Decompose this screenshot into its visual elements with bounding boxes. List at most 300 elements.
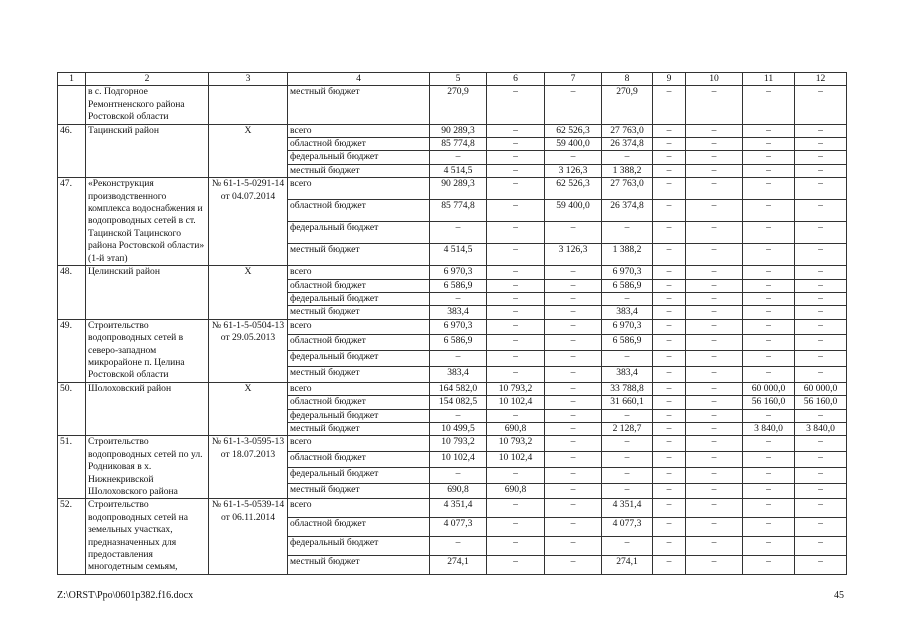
amount-cell: – — [795, 452, 847, 468]
amount-cell: 31 660,1 — [602, 396, 653, 409]
amount-cell: – — [545, 292, 602, 305]
column-number-cell: 3 — [209, 73, 288, 86]
amount-cell: – — [743, 222, 795, 244]
amount-cell: – — [795, 467, 847, 483]
amount-cell: – — [743, 266, 795, 279]
amount-cell: 10 793,2 — [430, 436, 487, 452]
amount-cell: 690,8 — [487, 483, 545, 499]
amount-cell: – — [487, 292, 545, 305]
funding-source-cell: местный бюджет — [288, 244, 430, 266]
amount-cell: – — [653, 436, 686, 452]
amount-cell: – — [743, 499, 795, 518]
amount-cell: – — [487, 164, 545, 177]
amount-cell: 10 499,5 — [430, 422, 487, 435]
object-name-cell: Тацинский район — [86, 124, 209, 178]
amount-cell: – — [430, 467, 487, 483]
amount-cell: – — [653, 483, 686, 499]
amount-cell: – — [487, 518, 545, 537]
column-number-cell: 7 — [545, 73, 602, 86]
amount-cell: 274,1 — [602, 555, 653, 574]
amount-cell: – — [795, 351, 847, 367]
amount-cell: 27 763,0 — [602, 124, 653, 137]
amount-cell: – — [487, 86, 545, 124]
amount-cell: – — [545, 335, 602, 351]
amount-cell: – — [743, 436, 795, 452]
column-number-cell: 8 — [602, 73, 653, 86]
amount-cell: – — [686, 518, 743, 537]
amount-cell: – — [686, 499, 743, 518]
amount-cell: – — [545, 366, 602, 382]
object-name-cell: Строительство водопроводных сетей на земельных участках, предназначенных для предоставления многодетным семьям, — [86, 499, 209, 574]
amount-cell: – — [545, 483, 602, 499]
amount-cell: – — [487, 409, 545, 422]
amount-cell: – — [653, 164, 686, 177]
column-number-cell: 12 — [795, 73, 847, 86]
row-number-cell: 51. — [58, 436, 86, 499]
amount-cell: 6 970,3 — [430, 319, 487, 335]
amount-cell: 6 970,3 — [602, 266, 653, 279]
amount-cell: – — [487, 266, 545, 279]
object-name-cell: «Реконструкция производственного комплекса водоснабжения и водопроводных сетей в ст. Тацинской Тацинского района Ростовской области» (1-й этап) — [86, 178, 209, 266]
table-row — [58, 266, 847, 279]
amount-cell: – — [487, 222, 545, 244]
funding-source-cell: всего — [288, 124, 430, 137]
funding-source-cell: всего — [288, 436, 430, 452]
amount-cell: – — [487, 537, 545, 556]
amount-cell: – — [487, 178, 545, 200]
table-row — [58, 86, 847, 124]
amount-cell: 60 000,0 — [743, 382, 795, 395]
amount-cell: – — [653, 366, 686, 382]
object-name-cell: Шолоховский район — [86, 382, 209, 436]
amount-cell: 4 514,5 — [430, 164, 487, 177]
amount-cell: – — [602, 537, 653, 556]
object-name-cell: Целинский район — [86, 266, 209, 320]
amount-cell: – — [487, 499, 545, 518]
amount-cell: – — [487, 151, 545, 164]
amount-cell: – — [795, 279, 847, 292]
amount-cell: 4 514,5 — [430, 244, 487, 266]
amount-cell: – — [686, 555, 743, 574]
amount-cell: 59 400,0 — [545, 200, 602, 222]
amount-cell: – — [743, 279, 795, 292]
amount-cell: – — [545, 518, 602, 537]
amount-cell: – — [653, 222, 686, 244]
amount-cell: – — [430, 409, 487, 422]
funding-source-cell: областной бюджет — [288, 138, 430, 151]
amount-cell: 10 793,2 — [487, 382, 545, 395]
amount-cell: – — [743, 537, 795, 556]
funding-source-cell: областной бюджет — [288, 200, 430, 222]
row-number-cell — [58, 86, 86, 124]
expertise-code-cell — [209, 86, 288, 124]
funding-source-cell: федеральный бюджет — [288, 222, 430, 244]
column-number-cell: 11 — [743, 73, 795, 86]
amount-cell: 33 788,8 — [602, 382, 653, 395]
amount-cell: – — [743, 124, 795, 137]
amount-cell: – — [487, 555, 545, 574]
amount-cell: 62 526,3 — [545, 178, 602, 200]
amount-cell: 56 160,0 — [743, 396, 795, 409]
amount-cell: 85 774,8 — [430, 138, 487, 151]
amount-cell: 10 102,4 — [487, 452, 545, 468]
amount-cell: – — [743, 452, 795, 468]
amount-cell: 4 351,4 — [430, 499, 487, 518]
amount-cell: 62 526,3 — [545, 124, 602, 137]
footer-page-number: 45 — [834, 590, 844, 601]
amount-cell: – — [743, 409, 795, 422]
amount-cell: – — [795, 306, 847, 319]
amount-cell: – — [686, 467, 743, 483]
amount-cell: – — [743, 335, 795, 351]
amount-cell: – — [686, 151, 743, 164]
amount-cell: 274,1 — [430, 555, 487, 574]
amount-cell: – — [602, 351, 653, 367]
amount-cell: – — [545, 279, 602, 292]
row-number-cell: 47. — [58, 178, 86, 266]
amount-cell: – — [795, 164, 847, 177]
amount-cell: – — [653, 518, 686, 537]
amount-cell: 10 102,4 — [487, 396, 545, 409]
amount-cell: – — [653, 396, 686, 409]
amount-cell: – — [602, 222, 653, 244]
amount-cell: – — [545, 436, 602, 452]
amount-cell: – — [653, 452, 686, 468]
amount-cell: 270,9 — [602, 86, 653, 124]
amount-cell: – — [686, 483, 743, 499]
amount-cell: 4 351,4 — [602, 499, 653, 518]
amount-cell: – — [545, 555, 602, 574]
amount-cell: – — [545, 422, 602, 435]
funding-source-cell: областной бюджет — [288, 452, 430, 468]
amount-cell: – — [795, 555, 847, 574]
column-number-cell: 2 — [86, 73, 209, 86]
amount-cell: 10 793,2 — [487, 436, 545, 452]
amount-cell: – — [545, 382, 602, 395]
funding-source-cell: местный бюджет — [288, 422, 430, 435]
amount-cell: – — [430, 151, 487, 164]
amount-cell: – — [653, 178, 686, 200]
expertise-code-cell: № 61-1-3-0595-13 от 18.07.2013 — [209, 436, 288, 499]
amount-cell: – — [686, 452, 743, 468]
amount-cell: – — [743, 164, 795, 177]
funding-source-cell: федеральный бюджет — [288, 537, 430, 556]
amount-cell: – — [686, 319, 743, 335]
funding-source-cell: местный бюджет — [288, 86, 430, 124]
expertise-code-cell: № 61-1-5-0291-14 от 04.07.2014 — [209, 178, 288, 266]
amount-cell: – — [653, 138, 686, 151]
funding-source-cell: областной бюджет — [288, 279, 430, 292]
amount-cell: – — [487, 335, 545, 351]
amount-cell: – — [795, 537, 847, 556]
amount-cell: – — [487, 467, 545, 483]
amount-cell: – — [686, 382, 743, 395]
amount-cell: 1 388,2 — [602, 244, 653, 266]
amount-cell: – — [743, 178, 795, 200]
amount-cell: – — [743, 555, 795, 574]
amount-cell: – — [795, 499, 847, 518]
amount-cell: – — [743, 467, 795, 483]
amount-cell: – — [653, 306, 686, 319]
amount-cell: 90 289,3 — [430, 178, 487, 200]
amount-cell: – — [686, 306, 743, 319]
column-number-cell: 1 — [58, 73, 86, 86]
funding-source-cell: местный бюджет — [288, 366, 430, 382]
amount-cell: – — [653, 319, 686, 335]
amount-cell: – — [653, 409, 686, 422]
amount-cell: 56 160,0 — [795, 396, 847, 409]
amount-cell: – — [795, 222, 847, 244]
amount-cell: – — [743, 351, 795, 367]
amount-cell: – — [430, 537, 487, 556]
funding-source-cell: местный бюджет — [288, 306, 430, 319]
amount-cell: – — [686, 266, 743, 279]
amount-cell: 270,9 — [430, 86, 487, 124]
amount-cell: – — [686, 422, 743, 435]
amount-cell: – — [686, 178, 743, 200]
amount-cell: – — [795, 151, 847, 164]
funding-source-cell: областной бюджет — [288, 396, 430, 409]
amount-cell: – — [686, 537, 743, 556]
amount-cell: – — [653, 351, 686, 367]
amount-cell: – — [545, 351, 602, 367]
amount-cell: – — [545, 319, 602, 335]
amount-cell: – — [743, 200, 795, 222]
amount-cell: – — [653, 86, 686, 124]
amount-cell: – — [602, 483, 653, 499]
table-row — [58, 499, 847, 518]
amount-cell: – — [545, 306, 602, 319]
expertise-code-cell: X — [209, 124, 288, 178]
amount-cell: – — [545, 86, 602, 124]
amount-cell: – — [686, 244, 743, 266]
amount-cell: – — [545, 266, 602, 279]
table-row — [58, 319, 847, 335]
amount-cell: – — [653, 467, 686, 483]
amount-cell: – — [795, 292, 847, 305]
column-number-cell: 6 — [487, 73, 545, 86]
amount-cell: – — [653, 555, 686, 574]
amount-cell: – — [487, 124, 545, 137]
amount-cell: – — [430, 292, 487, 305]
object-name-cell: Строительство водопроводных сетей по ул. Родниковая в х. Нижнекривской Шолоховского района — [86, 436, 209, 499]
amount-cell: 26 374,8 — [602, 138, 653, 151]
amount-cell: – — [653, 244, 686, 266]
column-number-cell: 9 — [653, 73, 686, 86]
amount-cell: – — [653, 151, 686, 164]
amount-cell: 690,8 — [430, 483, 487, 499]
amount-cell: 164 582,0 — [430, 382, 487, 395]
expertise-code-cell: X — [209, 382, 288, 436]
amount-cell: – — [743, 518, 795, 537]
amount-cell: – — [602, 452, 653, 468]
amount-cell: – — [653, 335, 686, 351]
amount-cell: 6 586,9 — [602, 279, 653, 292]
amount-cell: – — [743, 319, 795, 335]
amount-cell: 3 840,0 — [795, 422, 847, 435]
funding-source-cell: местный бюджет — [288, 555, 430, 574]
funding-source-cell: федеральный бюджет — [288, 467, 430, 483]
amount-cell: – — [653, 124, 686, 137]
amount-cell: – — [686, 351, 743, 367]
amount-cell: 4 077,3 — [430, 518, 487, 537]
amount-cell: – — [487, 244, 545, 266]
amount-cell: 4 077,3 — [602, 518, 653, 537]
column-number-cell: 4 — [288, 73, 430, 86]
table-row — [58, 124, 847, 137]
amount-cell: 6 970,3 — [430, 266, 487, 279]
amount-cell: – — [795, 244, 847, 266]
amount-cell: – — [686, 164, 743, 177]
amount-cell: – — [743, 306, 795, 319]
amount-cell: 6 586,9 — [430, 279, 487, 292]
funding-source-cell: областной бюджет — [288, 518, 430, 537]
amount-cell: – — [545, 151, 602, 164]
amount-cell: – — [653, 382, 686, 395]
amount-cell: – — [602, 409, 653, 422]
funding-source-cell: федеральный бюджет — [288, 151, 430, 164]
amount-cell: – — [653, 266, 686, 279]
amount-cell: 383,4 — [602, 306, 653, 319]
amount-cell: – — [487, 138, 545, 151]
amount-cell: – — [686, 222, 743, 244]
amount-cell: 3 840,0 — [743, 422, 795, 435]
amount-cell: – — [686, 436, 743, 452]
amount-cell: – — [743, 86, 795, 124]
row-number-cell: 50. — [58, 382, 86, 436]
amount-cell: – — [743, 244, 795, 266]
amount-cell: – — [795, 366, 847, 382]
amount-cell: – — [545, 409, 602, 422]
funding-source-cell: федеральный бюджет — [288, 409, 430, 422]
amount-cell: – — [743, 138, 795, 151]
amount-cell: – — [545, 396, 602, 409]
table-row — [58, 178, 847, 200]
amount-cell: 154 082,5 — [430, 396, 487, 409]
amount-cell: 27 763,0 — [602, 178, 653, 200]
amount-cell: – — [487, 366, 545, 382]
amount-cell: – — [653, 499, 686, 518]
amount-cell: 59 400,0 — [545, 138, 602, 151]
amount-cell: – — [795, 483, 847, 499]
amount-cell: 3 126,3 — [545, 164, 602, 177]
amount-cell: 10 102,4 — [430, 452, 487, 468]
amount-cell: – — [602, 436, 653, 452]
funding-source-cell: всего — [288, 319, 430, 335]
table-row — [58, 382, 847, 395]
row-number-cell: 49. — [58, 319, 86, 382]
amount-cell: 85 774,8 — [430, 200, 487, 222]
amount-cell: – — [487, 200, 545, 222]
amount-cell: – — [686, 366, 743, 382]
amount-cell: – — [653, 200, 686, 222]
amount-cell: – — [653, 537, 686, 556]
amount-cell: – — [686, 409, 743, 422]
amount-cell: – — [686, 396, 743, 409]
amount-cell: – — [686, 292, 743, 305]
amount-cell: – — [686, 279, 743, 292]
column-number-cell: 5 — [430, 73, 487, 86]
amount-cell: – — [743, 151, 795, 164]
funding-source-cell: всего — [288, 499, 430, 518]
amount-cell: – — [545, 499, 602, 518]
amount-cell: – — [795, 138, 847, 151]
amount-cell: – — [545, 537, 602, 556]
amount-cell: – — [602, 292, 653, 305]
amount-cell: – — [795, 200, 847, 222]
amount-cell: – — [430, 351, 487, 367]
amount-cell: 383,4 — [602, 366, 653, 382]
amount-cell: 6 586,9 — [602, 335, 653, 351]
amount-cell: – — [487, 306, 545, 319]
funding-source-cell: федеральный бюджет — [288, 351, 430, 367]
amount-cell: – — [487, 319, 545, 335]
row-number-cell: 46. — [58, 124, 86, 178]
amount-cell: – — [602, 467, 653, 483]
amount-cell: – — [545, 222, 602, 244]
funding-source-cell: местный бюджет — [288, 483, 430, 499]
amount-cell: – — [686, 335, 743, 351]
amount-cell: 383,4 — [430, 306, 487, 319]
amount-cell: – — [795, 178, 847, 200]
amount-cell: – — [602, 151, 653, 164]
amount-cell: – — [686, 86, 743, 124]
funding-source-cell: местный бюджет — [288, 164, 430, 177]
amount-cell: 6 586,9 — [430, 335, 487, 351]
footer-file-path: Z:\ORST\Ppo\0601p382.f16.docx — [57, 590, 194, 601]
expertise-code-cell: X — [209, 266, 288, 320]
amount-cell: – — [743, 483, 795, 499]
amount-cell: – — [653, 422, 686, 435]
amount-cell: – — [795, 409, 847, 422]
amount-cell: – — [795, 319, 847, 335]
amount-cell: – — [487, 351, 545, 367]
amount-cell: – — [743, 366, 795, 382]
amount-cell: – — [686, 200, 743, 222]
amount-cell: – — [795, 266, 847, 279]
amount-cell: 6 970,3 — [602, 319, 653, 335]
amount-cell: – — [545, 467, 602, 483]
amount-cell: – — [795, 518, 847, 537]
amount-cell: – — [430, 222, 487, 244]
amount-cell: – — [795, 436, 847, 452]
amount-cell: 60 000,0 — [795, 382, 847, 395]
expertise-code-cell: № 61-1-5-0504-13 от 29.05.2013 — [209, 319, 288, 382]
amount-cell: 90 289,3 — [430, 124, 487, 137]
amount-cell: – — [686, 138, 743, 151]
row-number-cell: 48. — [58, 266, 86, 320]
table-row — [58, 436, 847, 452]
amount-cell: – — [686, 124, 743, 137]
amount-cell: – — [795, 86, 847, 124]
amount-cell: 383,4 — [430, 366, 487, 382]
amount-cell: 26 374,8 — [602, 200, 653, 222]
column-number-cell: 10 — [686, 73, 743, 86]
amount-cell: – — [653, 279, 686, 292]
object-name-cell: Строительство водопроводных сетей в северо-западном микрорайоне п. Целина Ростовской области — [86, 319, 209, 382]
amount-cell: 690,8 — [487, 422, 545, 435]
amount-cell: – — [653, 292, 686, 305]
funding-source-cell: областной бюджет — [288, 335, 430, 351]
budget-table — [57, 72, 847, 575]
object-name-cell: в с. Подгорное Ремонтненского района Ростовской области — [86, 86, 209, 124]
funding-source-cell: всего — [288, 382, 430, 395]
amount-cell: 3 126,3 — [545, 244, 602, 266]
funding-source-cell: всего — [288, 266, 430, 279]
amount-cell: 1 388,2 — [602, 164, 653, 177]
row-number-cell: 52. — [58, 499, 86, 574]
expertise-code-cell: № 61-1-5-0539-14 от 06.11.2014 — [209, 499, 288, 574]
